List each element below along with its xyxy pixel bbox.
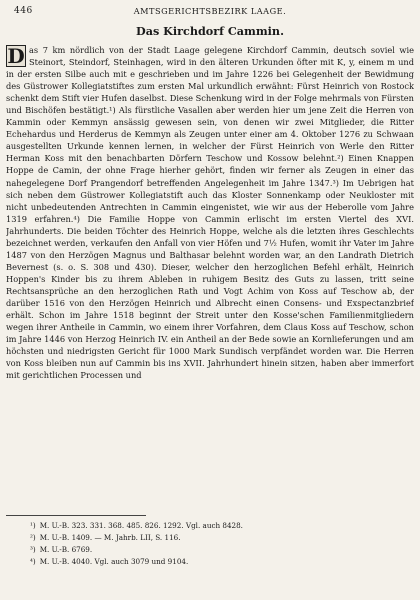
footnote-mark: ³) <box>30 545 36 554</box>
page-number: 446 <box>14 6 33 16</box>
footnote-2 <box>30 532 410 544</box>
footnote-3 <box>30 544 410 556</box>
running-title: AMTSGERICHTSBEZIRK LAAGE. <box>133 6 287 16</box>
body-text: as 7 km nördlich von der Stadt Laage gelegene Kirchdorf Cammin, deutsch soviel wie Steinort, Steindorf, Steinhagen, wird in den älteren Urkunden öfter mit K, y, einem m und in der ersten Silbe auch mit e geschrieben und im Jahre 1226 bei Gelegenheit der Bewidmung des Güstrower Kollegiatstiftes zum ersten Mal urkundlich erwähnt: Fürst Heinrich von Rostock schenkt dem Stift vier Hufen daselbst. Diese Schenkung wird in der Folge mehrmals von Fürsten und Bischöfen bestätigt.¹) Als fürstliche Vasallen aber werden hier um jene Zeit die Herren von Kammin oder Kemmyn ansässig gewesen sein, von denen wir zwei Mitglieder, die Ritter Echehardus und Herderus de Kemmyn als Zeugen unter einer am 4. Oktober 1276 zu Schwaan ausgestellten Urkunde kennen lernen, in welcher der Fürst Heinrich von Werle den Ritter Herman Koss mit den benachbarten Dörfern Teschow und Kossow belehnt.²) Einen Knappen Hoppe de Camin, der ohne Frage hierher gehört, finden wir ferner als Zeugen in einer das nahegelegene Dorf Prangendorf betreffenden Angelegenheit im Jahre 1347.³) Im Uebrigen hat sich neben dem Güstrower Kollegiatstift auch das Kloster Sonnenkamp oder Neukloster mit nicht unbedeutenden Antrechten in Cammin eingenistet, wie wir aus der Heberolle vom Jahre 1319 erfahren.⁴) Die Familie Hoppe von Cammin erlischt im ersten Viertel des XVI. Jahrhunderts. Die beiden Töchter des Heinrich Hoppe, welche als die letzten ihres Geschlechts bezeichnet werden, verkaufen den Anfall von vier Höfen und 7½ Hufen, womit ihr Vater im Jahre 1487 von den Herzögen Magnus und Balthasar belehnt worden war, an den Landrath Dietrich Bevernest (s. o. S. 308 und 430). Dieser, welcher den herzoglichen Befehl erhält, Heinrich Hoppen's Kinder bis zu ihrem Ableben in ruhigem Besitz des Guts zu lassen, tritt seine Rechtsansprüche an den herzoglichen Rath und Vogt Achim von Koss auf Teschow ab, der darüber 1516 von den Herzögen Heinrich und Albrecht einen Consens- und Exspectanzbrief erhält. Schon im Jahre 1518 beginnt der Streit unter den Kosse'schen Familienmitgliedern wegen ihrer Antheile in Cammin, wo einem ihrer Vorfahren, dem Claus Koss auf Teschow, schon im Jahre 1446 von Herzog Heinrich IV. ein Antheil an der Bede sowie an Kornlieferungen und am höchsten und niedrigsten Gericht für 1000 Mark Sundisch verpfändet worden war. Die Herren von Koss bleiben nun auf Cammin bis ins XVII. Jahrhundert hinein sitzen, haben aber immerfort mit gerichtlichen Processen und <box>6 45 414 381</box>
page-header <box>14 4 406 18</box>
footnote-mark: ²) <box>30 533 36 542</box>
footnote-4 <box>30 556 410 568</box>
footnotes <box>30 520 410 568</box>
footnote-text: M. U.-B. 1409. — M. Jahrb. LII, S. 116. <box>39 533 181 542</box>
footnote-text: M. U.-B. 6769. <box>39 545 93 554</box>
drop-cap-initial: D <box>7 44 25 68</box>
footnote-1 <box>30 520 410 532</box>
footnote-text: M. U.-B. 4040. Vgl. auch 3079 und 9104. <box>39 557 189 566</box>
footnote-mark: ¹) <box>30 521 36 530</box>
footnote-mark: ⁴) <box>30 557 36 566</box>
section-title: Das Kirchdorf Cammin. <box>136 24 284 38</box>
footnote-divider <box>6 515 146 516</box>
body-text-block <box>6 44 414 510</box>
body-paragraph <box>6 44 414 381</box>
footnote-text: M. U.-B. 323. 331. 368. 485. 826. 1292. Vgl. auch 8428. <box>39 521 243 530</box>
